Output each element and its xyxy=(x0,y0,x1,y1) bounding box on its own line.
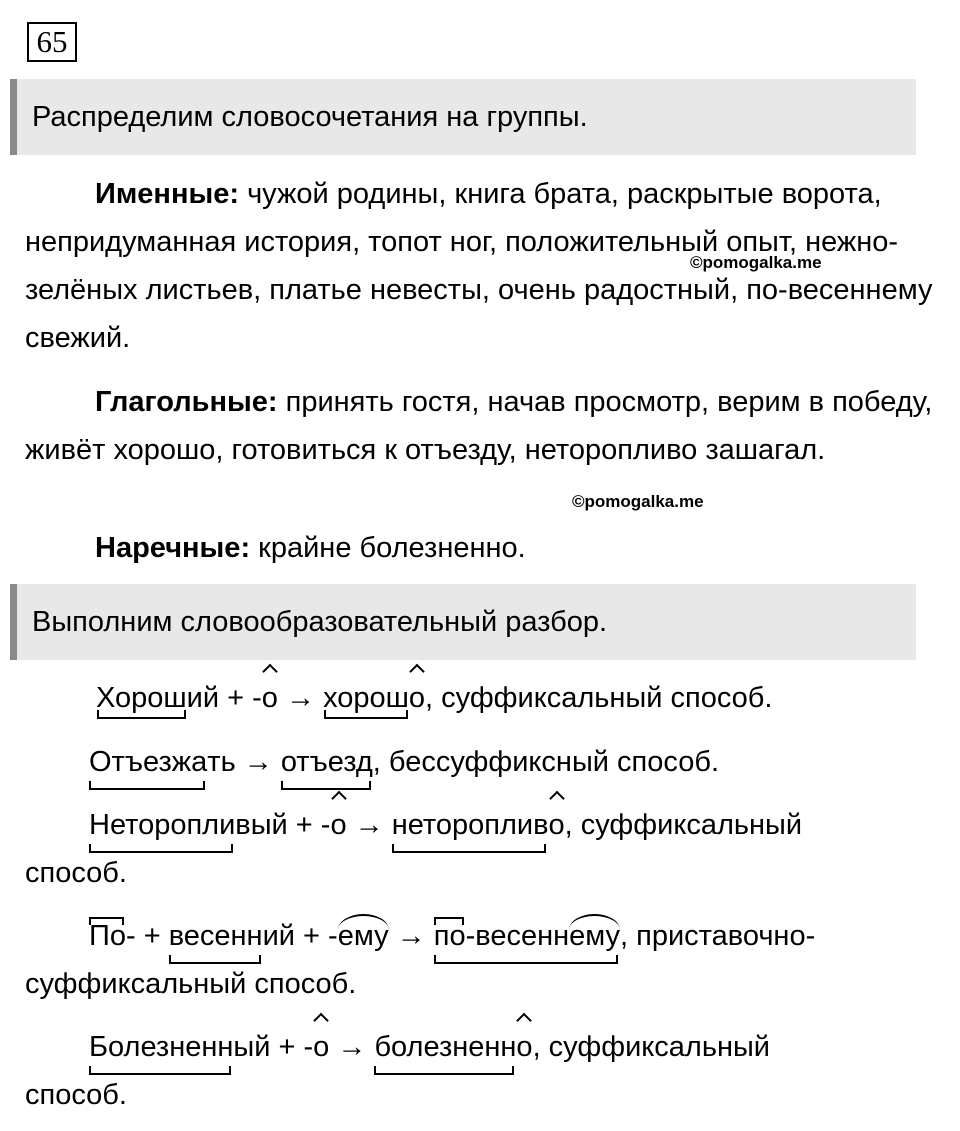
suffix-mark: о xyxy=(313,1023,329,1071)
plus-sign: + - xyxy=(219,682,262,714)
base-mark: Болезненн xyxy=(89,1023,233,1071)
adverbial-label: Наречные: xyxy=(95,532,251,564)
method-text: , суффиксальный способ. xyxy=(425,682,773,714)
section-heading-groups: Распределим словосочетания на группы. xyxy=(10,79,916,155)
base-text: в xyxy=(533,809,549,841)
nominal-label: Именные: xyxy=(95,178,240,210)
verbal-text: принять гостя, начав просмотр, верим в победу, живёт хорошо, готовиться к отъезду, неторопливо зашагал. xyxy=(25,386,933,466)
word-ending: ый xyxy=(233,1031,271,1063)
nominal-text: чужой родины, книга брата, раскрытые ворота, непридуманная история, топот ног, положительный опыт, нежно-зелёных листьев, платье невесты, очень радостный, по-весеннему свежий. xyxy=(25,178,933,354)
analysis-line-4-continuation: суффиксальный способ. xyxy=(25,968,357,1000)
base-mark xyxy=(392,801,549,849)
word-ending: ть xyxy=(207,746,236,778)
analysis-line-1 xyxy=(96,674,772,722)
analysis-line-5-continuation: способ. xyxy=(25,1079,127,1111)
analysis-line-3-continuation: способ. xyxy=(25,857,127,889)
method-text: , суффиксальный xyxy=(532,1031,770,1063)
watermark: ©pomogalka.me xyxy=(690,253,822,272)
base-mark xyxy=(434,912,620,960)
section-heading-analysis: Выполним словообразовательный разбор. xyxy=(10,584,916,660)
arrow-icon: → xyxy=(388,920,434,952)
word-ending: ий xyxy=(262,920,295,952)
suffix-mark: о xyxy=(262,674,278,722)
plus-sign: + - xyxy=(287,809,331,841)
base-text: -весенн xyxy=(465,920,570,952)
word-ending: ий xyxy=(186,682,220,714)
base-mark: Неторопли xyxy=(89,801,235,849)
base-mark: отъезд xyxy=(281,738,373,786)
suffix-mark: ему xyxy=(338,912,389,960)
base-mark: весенн xyxy=(169,912,263,960)
suffix-mark: о xyxy=(409,674,425,722)
plus-sign: + - xyxy=(270,1031,314,1063)
analysis-line-2 xyxy=(89,738,719,786)
adverbial-paragraph xyxy=(25,524,940,572)
root-mark: Хорош xyxy=(96,674,187,722)
verbal-paragraph xyxy=(25,378,940,474)
prefix-mark: по xyxy=(434,912,466,960)
arrow-icon: → xyxy=(329,1031,375,1063)
arrow-icon: → xyxy=(277,682,324,714)
suffix-mark: о xyxy=(516,1023,532,1071)
base-mark: болезненн xyxy=(374,1023,516,1071)
arrow-icon: → xyxy=(346,809,392,841)
verbal-label: Глагольные: xyxy=(95,386,278,418)
page-number: 65 xyxy=(27,22,77,62)
method-text: , суффиксальный xyxy=(564,809,803,841)
suffix-mark: ему xyxy=(569,912,620,960)
suffix-mark: о xyxy=(548,801,564,849)
analysis-line-3 xyxy=(89,801,802,849)
analysis-line-4 xyxy=(89,912,815,960)
arrow-icon: → xyxy=(235,746,281,778)
base-text: неторопли xyxy=(391,809,534,841)
base-mark: Отъезжа xyxy=(89,738,207,786)
prefix-mark: По xyxy=(89,912,126,960)
root-mark: хорош xyxy=(323,674,409,722)
plus-sign: - + xyxy=(125,920,169,952)
word-ending: вый xyxy=(235,809,288,841)
suffix-mark: о xyxy=(330,801,346,849)
watermark: ©pomogalka.me xyxy=(572,492,704,511)
analysis-line-5 xyxy=(89,1023,770,1071)
adverbial-text: крайне болезненно. xyxy=(250,532,526,564)
method-text: , приставочно- xyxy=(620,920,816,952)
method-text: , бессуффиксный способ. xyxy=(372,746,719,778)
plus-sign: + - xyxy=(294,920,338,952)
